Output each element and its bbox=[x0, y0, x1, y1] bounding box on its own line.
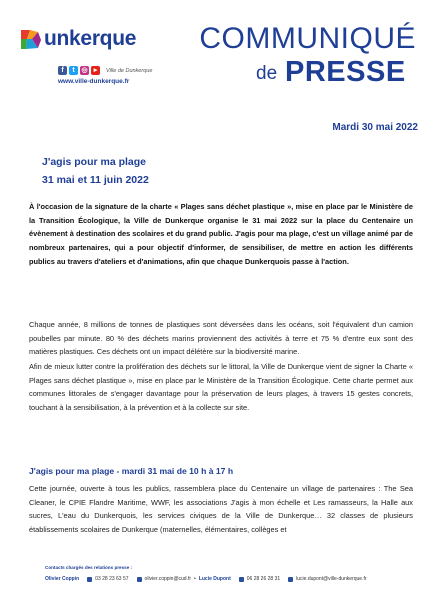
body-paragraph-2: Afin de mieux lutter contre la prolifération des déchets sur le littoral, la Ville de Dunkerque vient de signer la Charte « Plages sans déchet plastique », mise en place par le Ministère de la Transition Écologique. Cette charte permet aux communes littorales de s'engager davantage pour la préservation de leurs plages, à travers 15 gestes concrets, touchant à la sensibilisation, à la prévention et à la collecte sur site. bbox=[29, 362, 413, 413]
contact-2-phone[interactable]: 06 28 26 28 31 bbox=[246, 576, 281, 582]
email-icon bbox=[137, 577, 142, 582]
press-title-line1: COMMUNIQUÉ bbox=[199, 22, 416, 55]
headline: J'agis pour ma plage bbox=[42, 156, 147, 168]
release-date: Mardi 30 mai 2022 bbox=[332, 122, 418, 133]
phone-icon bbox=[239, 577, 244, 582]
intro-paragraph: À l'occasion de la signature de la charte « Plages sans déchet plastique », mise en place par le Ministère de la Transition Écologique, la Ville de Dunkerque organise le 31 mai 2022 sur la place du Centenaire un évènement à destination des scolaires et du grand public. J'agis pour ma plage, c'est un village animé par de nombreux partenaires, qui a pour objectif d'informer, de sensibiliser, de mettre en action les différents publics au travers d'ateliers et d'animations, afin que chaque Dunkerquois passe à l'action. bbox=[29, 202, 413, 266]
separator: • bbox=[194, 576, 196, 582]
body-paragraph-3: Cette journée, ouverte à tous les publics, rassemblera place du Centenaire un village de partenaires : The Sea Cleaner, le CPIE Flandre Maritime, WWF, les associations J'agis à mon échelle et Les ramasseurs, la Halle aux sucres, L'eau du Dunkerquois, les services civiques de la Ville de Dunkerque… 32 classes de plusieurs établissements scolaires de Dunkerque (maternelles, élémentaires, collèges et bbox=[29, 484, 413, 535]
phone-icon bbox=[87, 577, 92, 582]
contact-1-email[interactable]: olivier.coppin@cud.fr bbox=[144, 576, 192, 582]
dunkerque-logo bbox=[18, 24, 148, 54]
contact-1-phone[interactable]: 03 28 23 63 57 bbox=[95, 576, 129, 582]
twitter-icon[interactable]: t bbox=[69, 66, 78, 75]
contact-2-name: Lucie Dupont bbox=[198, 576, 231, 582]
press-title-line2: PRESSE bbox=[285, 56, 406, 88]
contacts-label: Contacts chargés des relations presse : bbox=[45, 565, 133, 570]
instagram-icon[interactable]: ◎ bbox=[81, 67, 88, 74]
headline-dates: 31 mai et 11 juin 2022 bbox=[42, 174, 149, 186]
website-link[interactable]: www.ville-dunkerque.fr bbox=[58, 78, 130, 85]
press-title-de: de bbox=[256, 63, 278, 84]
body-paragraph-1: Chaque année, 8 millions de tonnes de plastiques sont déversées dans les océans, soit l'équivalent d'un camion poubelles par minute. 80 % des déchets marins proviennent des activités à terre et 75 % d'entre eux sont des matières plastiques. Ces déchets ont un impact délétère sur la biodiversité marine. bbox=[29, 320, 413, 357]
email-icon bbox=[288, 577, 293, 582]
logo-mark-icon bbox=[18, 26, 44, 52]
contacts-row bbox=[45, 576, 367, 582]
social-handle: Ville de Dunkerque bbox=[106, 67, 153, 74]
contact-2-email[interactable]: lucie.dupont@ville-dunkerque.fr bbox=[296, 576, 367, 582]
section-heading: J'agis pour ma plage - mardi 31 mai de 10 h à 17 h bbox=[29, 466, 234, 476]
contact-1-name: Olivier Coppin bbox=[45, 576, 80, 582]
facebook-icon[interactable]: f bbox=[58, 66, 67, 75]
logo-text: unkerque bbox=[44, 27, 137, 50]
youtube-icon[interactable]: ▸ bbox=[91, 66, 100, 75]
social-links bbox=[58, 66, 152, 75]
